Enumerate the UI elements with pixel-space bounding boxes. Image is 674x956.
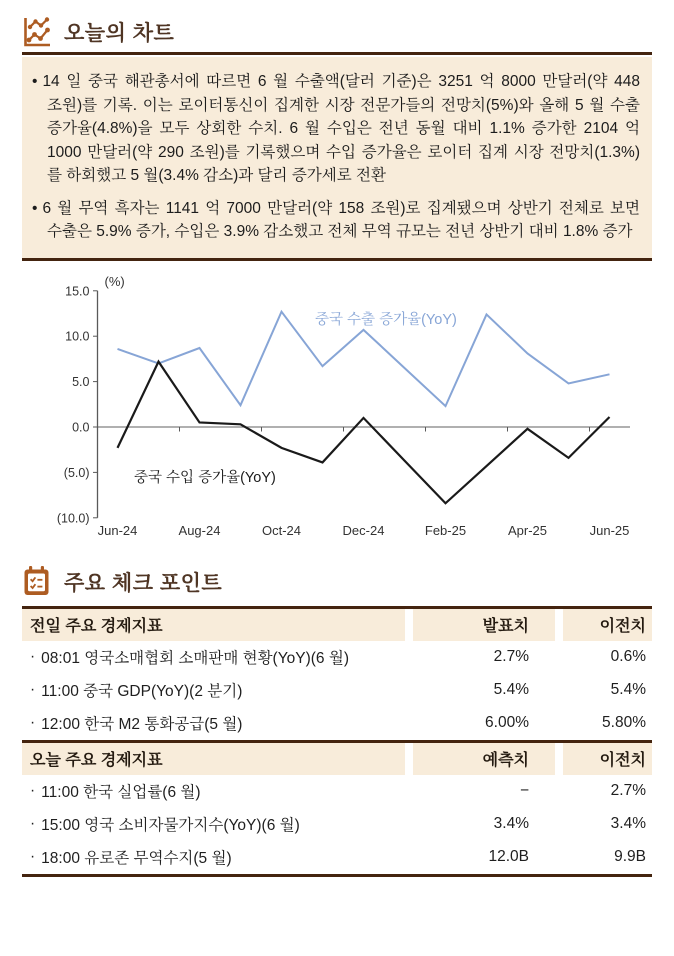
summary-bullet-2: • 6 월 무역 흑자는 1141 억 7000 만달러(약 158 조원)로 집계됐으며 상반기 전체로 보면 수출은 5.9% 증가, 수입은 3.9% 감소했고 전체 무역 규모는 전년 상반기 대비 1.8% 증가 bbox=[32, 197, 640, 244]
table-header-actual: 발표치 bbox=[413, 609, 555, 641]
line-chart bbox=[22, 270, 652, 546]
yesterday-indicators-table bbox=[22, 609, 652, 740]
x-tick-label: Oct-24 bbox=[261, 522, 302, 538]
indicator-previous: 9.9B bbox=[614, 848, 646, 865]
summary-bullet-1: • 14 일 중국 해관총서에 따르면 6 월 수출액(달러 기준)은 3251 억 8000 만달러(약 448 조원)를 기록. 이는 로이터통신이 집계한 시장 전문가들의 전망치(5%)와 올해 5 월 수출 증가율(4.8%)을 모두 상회한 수치. 6 월 수입은 전년 동월 대비 1.1% 증가한 2104 억 1000 만달러(약 290 조원)를 기록했으며 수입 증가율은 로이터 집계 시장 전망치(1.3%)를 하회했고 5 월(3.4% 감소)과 달리 증가세로 전환 bbox=[32, 70, 640, 188]
x-tick-label: Dec-24 bbox=[342, 522, 385, 538]
check-section bbox=[22, 562, 652, 877]
y-tick-label: 0.0 bbox=[72, 420, 90, 434]
y-axis-unit-label: (%) bbox=[104, 273, 125, 289]
x-tick-label: Aug-24 bbox=[178, 522, 221, 538]
divider bbox=[22, 52, 652, 55]
check-section-header bbox=[22, 562, 652, 602]
x-tick-label: Feb-25 bbox=[424, 522, 467, 538]
table-header-name: 오늘 주요 경제지표 bbox=[22, 743, 405, 775]
divider bbox=[22, 874, 652, 877]
chart-section-header bbox=[22, 12, 652, 52]
indicator-label: · 15:00 영국 소비자물가지수(YoY)(6 월) bbox=[22, 808, 405, 841]
indicator-previous: 0.6% bbox=[610, 648, 646, 665]
indicator-forecast: 12.0B bbox=[488, 848, 529, 865]
table-header-previous: 이전치 bbox=[563, 609, 652, 641]
indicator-label: · 11:00 한국 실업률(6 월) bbox=[22, 775, 405, 808]
import-series-label: 중국 수입 증가율(YoY) bbox=[134, 469, 276, 486]
indicator-forecast: 3.4% bbox=[493, 815, 529, 832]
summary-panel bbox=[22, 57, 652, 258]
y-tick-label: (10.0) bbox=[56, 510, 90, 525]
indicator-label: · 08:01 영국소매협회 소매판매 현황(YoY)(6 월) bbox=[22, 641, 405, 674]
x-tick-label: Apr-25 bbox=[507, 522, 548, 538]
indicator-label: · 12:00 한국 M2 통화공급(5 월) bbox=[22, 707, 405, 740]
checklist-icon bbox=[22, 566, 51, 597]
indicator-previous: 2.7% bbox=[610, 782, 646, 799]
indicator-actual: 2.7% bbox=[493, 648, 529, 665]
divider bbox=[22, 258, 652, 261]
y-tick-label: 15.0 bbox=[65, 283, 90, 298]
y-tick-label: (5.0) bbox=[63, 465, 90, 480]
indicator-previous: 3.4% bbox=[610, 815, 646, 832]
check-section-title: 주요 체크 포인트 bbox=[64, 571, 223, 595]
line-chart-icon bbox=[22, 17, 51, 48]
today-indicators-table bbox=[22, 743, 652, 874]
y-tick-label: 5.0 bbox=[72, 374, 90, 389]
table-header-name: 전일 주요 경제지표 bbox=[22, 609, 405, 641]
x-tick-label: Jun-24 bbox=[97, 522, 138, 538]
indicator-previous: 5.4% bbox=[610, 681, 646, 698]
chart-section-title: 오늘의 차트 bbox=[64, 22, 175, 45]
indicator-label: · 18:00 유로존 무역수지(5 월) bbox=[22, 841, 405, 874]
indicator-actual: 5.4% bbox=[493, 681, 529, 698]
indicator-previous: 5.80% bbox=[602, 714, 646, 731]
x-tick-label: Jun-25 bbox=[589, 522, 630, 538]
table-header-previous: 이전치 bbox=[563, 743, 652, 775]
export-series-label: 중국 수출 증가율(YoY) bbox=[315, 311, 457, 328]
indicator-actual: 6.00% bbox=[485, 714, 529, 731]
table-header-forecast: 예측치 bbox=[413, 743, 555, 775]
y-tick-label: 10.0 bbox=[65, 329, 90, 344]
indicator-label: · 11:00 중국 GDP(YoY)(2 분기) bbox=[22, 674, 405, 707]
indicator-forecast: − bbox=[519, 782, 529, 799]
